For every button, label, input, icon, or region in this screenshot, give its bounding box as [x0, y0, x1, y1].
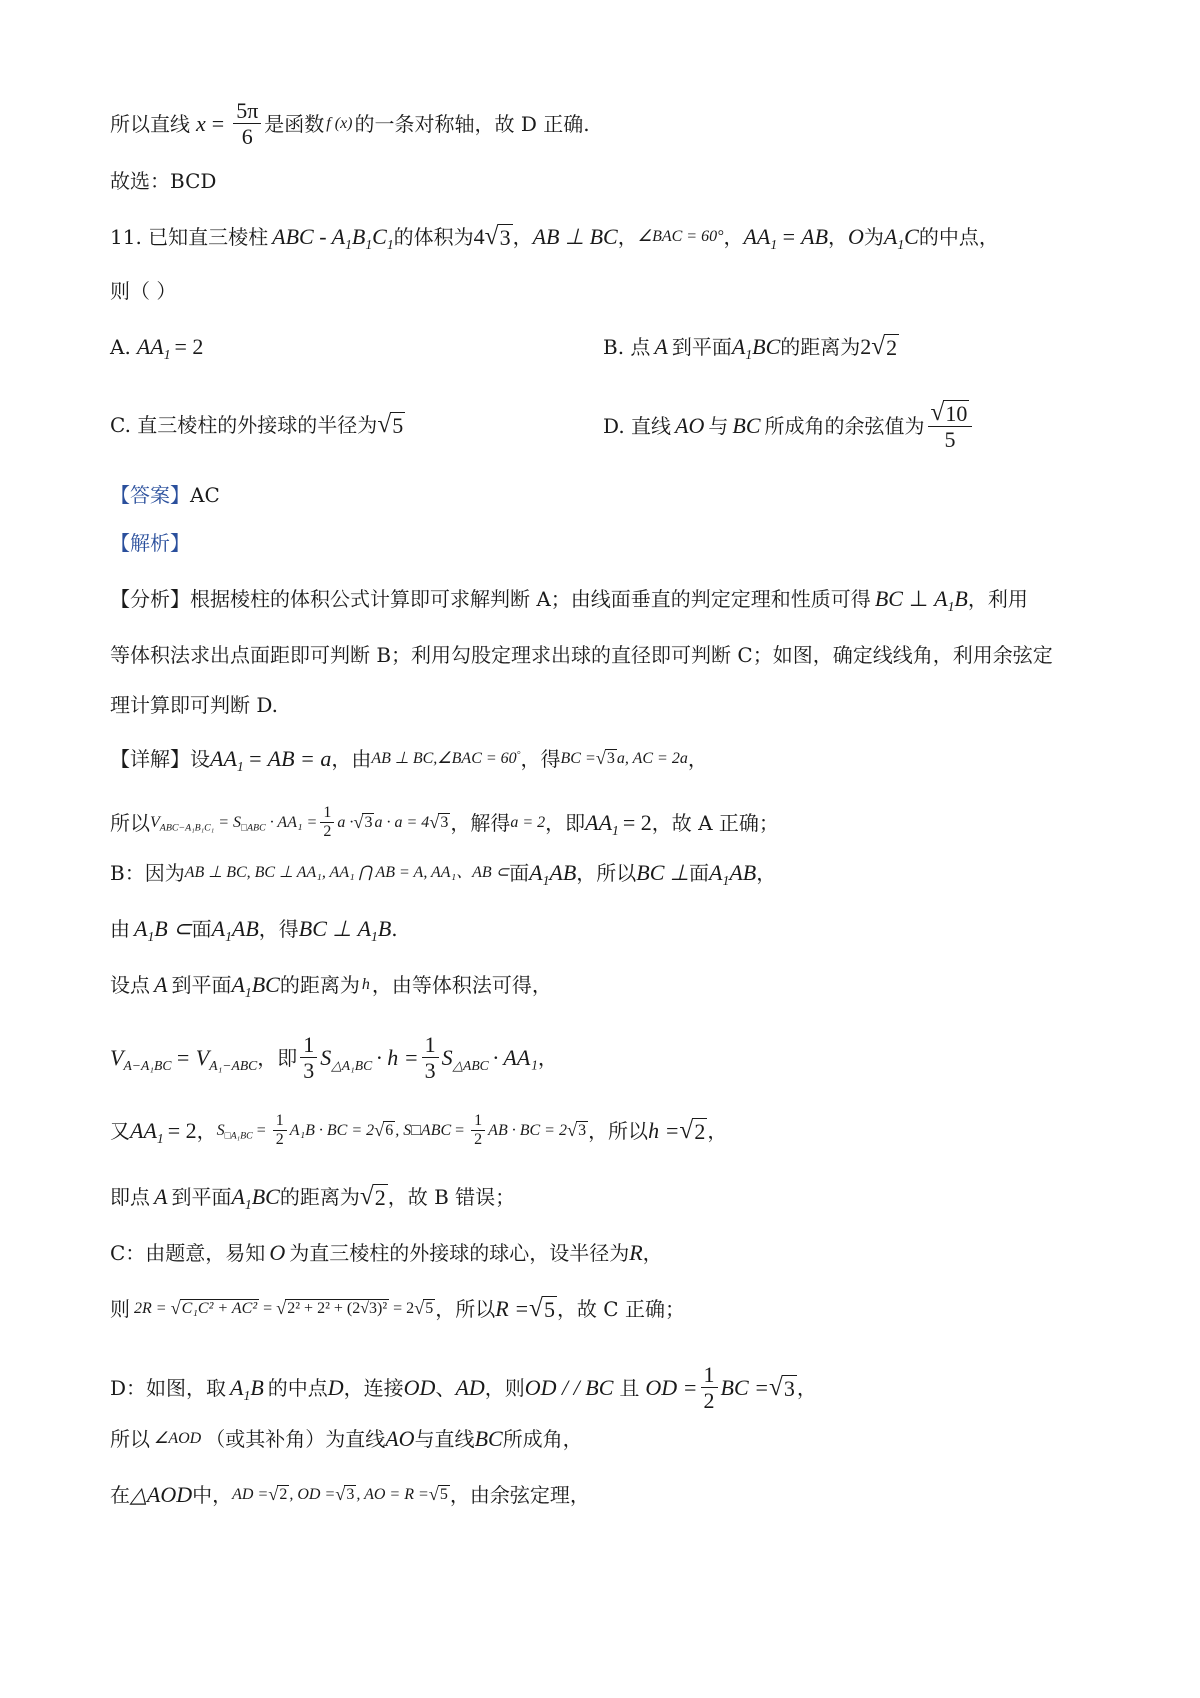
detail-line-6: $V_{A-A_1BC}$ = $V_{A_1-ABC}$ ，即 $\frac{1}{3}$ $S_{\triangle A_1BC}$ · h = $\frac{1}{3}$ $S_{\triangle ABC}$ · AA₁ ，	[110, 1032, 558, 1084]
detail-line-8: 即点 A 到平面 $A_1BC$ 的距离为 √ 2 ，故 B 错误；	[110, 1182, 516, 1212]
detail-line-2: 所以 $V_{ABC-A_1B_1C_1}$ = $S_{□ABC}$ · AA₁ = $\frac{1}{2}$ a · √ 3 a · a = 4 √ 3 ，解得 a = 2 ，即 $AA_1$ = 2 ，故 A 正确；	[110, 804, 779, 841]
selection-line: 故选：BCD	[110, 169, 217, 193]
option-c: C. 直三棱柱的外接球的半径为 √ 5	[110, 410, 404, 438]
detail-line-4: 由 $A_1B$ ⊂ 面 $A_1AB$ ，得 BC ⊥ $A_1B$ .	[110, 916, 398, 944]
analysis-p2: 等体积法求出点面距即可判断 B；利用勾股定理求出球的直径即可判断 C；如图，确定线线角，利用余弦定	[110, 643, 1053, 667]
detail-line-5: 设点 A 到平面 $A_1BC$ 的距离为 h ，由等体积法可得，	[110, 972, 552, 1000]
answer-value: AC	[190, 483, 220, 507]
question-11: 11. 已知直三棱柱 ABC - $A_1B_1C_1$ 的体积为 4 √ 3 ， AB ⊥ BC ， ∠BAC = 60° ， $AA_1$ = AB ， O 为 $A_1C$ 的中点，	[110, 222, 999, 252]
detail-line-12: 所以 ∠AOD （或其补角）为直线 AO 与直线 BC 所成角，	[110, 1426, 583, 1451]
var-x: x	[196, 110, 206, 136]
equals: =	[211, 110, 225, 136]
answer-line	[110, 482, 220, 508]
option-a: A. $AA_1$ = 2	[110, 334, 204, 362]
text: 的一条对称轴，故 D 正确.	[354, 111, 590, 136]
detail-line-11: D：如图，取 $A_1B$ 的中点 D ，连接 OD 、 AD ，则 OD / / BC 且 OD = $\frac{1}{2}$ BC = √ 3 ，	[110, 1362, 817, 1414]
detail-line-1: 【详解】设 $AA_1$ = AB = a ，由 AB ⊥ BC,∠BAC = 60° ，得 BC = √ 3 a, AC = 2a ，	[110, 746, 708, 774]
text: 是函数	[264, 111, 325, 136]
analysis-p3: 理计算即可判断 D.	[110, 693, 279, 717]
analysis-p1: 【分析】根据棱柱的体积公式计算即可求解判断 A；由线面垂直的判定定理和性质可得 BC ⊥ $A_1B$ ，利用	[110, 586, 1028, 614]
detail-line-10: 则 2R = √ C₁C² + AC² = √ 2² + 2² + (2√3)² = 2 √ 5 ，所以 R = √ 5 ，故 C 正确；	[110, 1294, 685, 1322]
sqrt-5: √ 5	[377, 410, 404, 438]
text: 所以直线	[110, 111, 190, 136]
sqrt-2: √ 2	[871, 332, 898, 360]
detail-line-9: C：由题意，易知 O 为直三棱柱的外接球的球心，设半径为 R ，	[110, 1240, 663, 1265]
fraction-sqrt10-5: √ 10 5	[928, 400, 973, 453]
fraction-5pi-6: $\frac{5\pi}{6}$	[233, 98, 261, 150]
question-11-prompt: 则（ ）	[110, 279, 177, 303]
option-d: D. 直线 AO 与 BC 所成角的余弦值为 √ 10 5	[603, 396, 975, 456]
analysis-tag: 【解析】	[110, 531, 190, 555]
answer-tag: 【答案】	[110, 483, 190, 507]
conclusion-line-d	[110, 98, 590, 150]
detail-line-3: B：因为 AB ⊥ BC, BC ⊥ AA₁, AA₁ ⋂ AB = A, AA₁、AB ⊂ 面 $A_1AB$ ，所以 BC ⊥ 面 $A_1AB$ ，	[110, 860, 777, 888]
prism-name: ABC - $A_1B_1C_1$	[272, 224, 394, 252]
detail-line-7: 又 $AA_1$ = 2 ， $S_{□A_1BC}$ = $\frac{1}{2}$ A₁B · BC = 2 √ 6 , S □ABC = $\frac{1}{2}$ AB · BC = 2 √ 3 ，所以 h = √ 2 ，	[110, 1112, 728, 1149]
option-b: B. 点 A 到平面 $A_1BC$ 的距离为 2 √ 2	[603, 332, 898, 362]
function-fx: f (x)	[326, 114, 353, 132]
detail-line-13: 在 △AOD 中， AD = √ 2 , OD = √ 3 , AO = R = √ 5 ，由余弦定理，	[110, 1482, 590, 1507]
sqrt-3: √ 3	[484, 222, 511, 250]
